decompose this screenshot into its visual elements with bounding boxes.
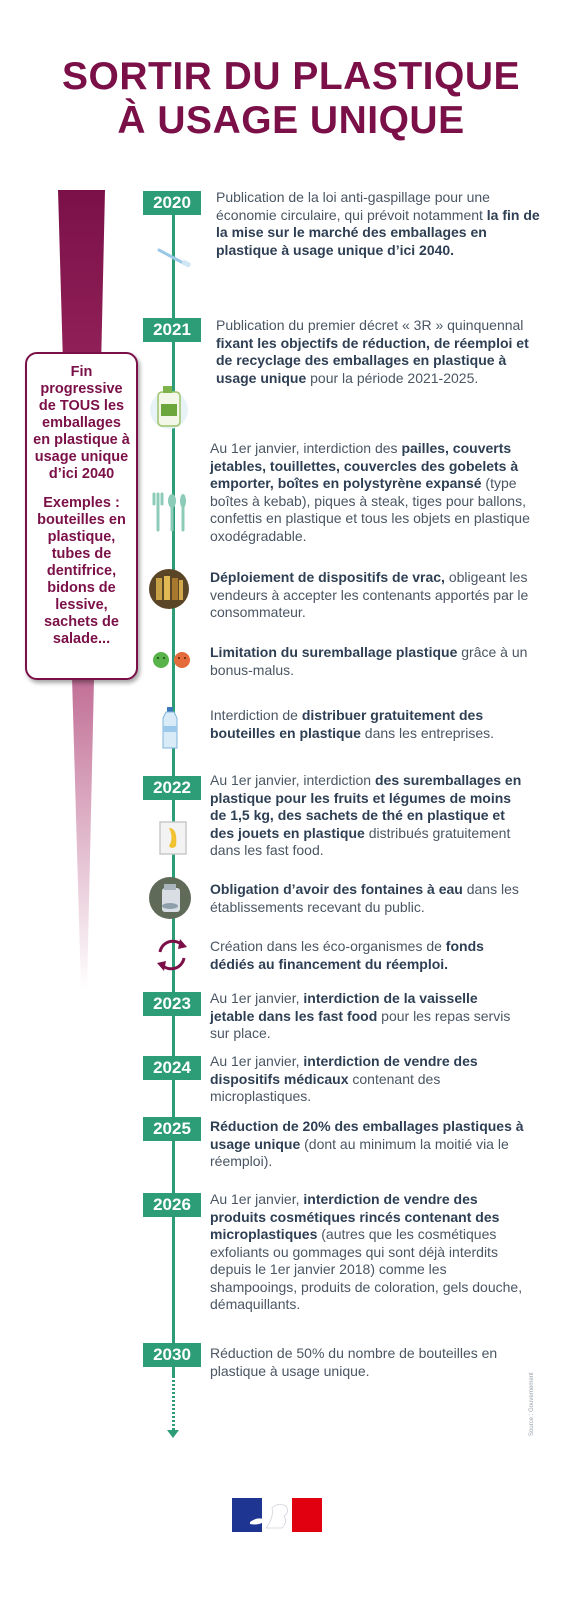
toothbrush-icon	[155, 244, 195, 272]
page-title	[0, 55, 582, 143]
recycle-arrows-icon	[152, 936, 192, 974]
year-badge-2030: 2030	[143, 1343, 201, 1367]
entry-2020-law: Publication de la loi anti-gaspillage pour une économie circulaire, qui prévoit notamment la fin de la mise sur le marché des emballages en plastique à usage unique d’ici 2040.	[216, 189, 540, 258]
entry-overpackaging: Limitation du suremballage plastique grâce à un bonus-malus.	[210, 644, 528, 678]
entry-bottles-companies: Interdiction de distribuer gratuitement des bouteilles en plastique dans les entreprises.	[210, 707, 494, 741]
year-badge-2023: 2023	[143, 992, 201, 1016]
republique-francaise-logo	[232, 1498, 322, 1532]
year-badge-2024: 2024	[143, 1056, 201, 1080]
source-credit: Source : Gouvernement	[529, 1372, 535, 1436]
timeline-arrow-icon	[167, 1430, 179, 1438]
bulk-jars-icon	[148, 568, 190, 610]
timeline-dotted-extension	[172, 1372, 175, 1434]
entry-bulk: Déploiement de dispositifs de vrac, obligeant les vendeurs à accepter les contenants apportés par le consommateur.	[210, 569, 529, 620]
callout-box	[25, 352, 138, 680]
water-fountain-icon	[148, 876, 192, 920]
year-badge-2022: 2022	[143, 776, 201, 800]
entry-water-fountains: Obligation d’avoir des fontaines à eau dans les établissements recevant du public.	[210, 881, 519, 915]
entry-2024-medical: Au 1er janvier, interdiction de vendre des dispositifs médicaux contenant des microplastiques.	[210, 1053, 478, 1104]
entry-2025-reduction: Réduction de 20% des emballages plastiques à usage unique (dont au minimum la moitié via le réemploi).	[210, 1118, 524, 1169]
entry-2030-bottles: Réduction de 50% du nombre de bouteilles en plastique à usage unique.	[210, 1345, 498, 1379]
entry-2022-fruits: Au 1er janvier, interdiction des suremballages en plastique pour les fruits et légumes de moins de 1,5 kg, des sachets de thé en plastique et des jouets en plastique distribués gratuitement dans les fast food.	[210, 772, 522, 858]
entry-2021-decree: Publication du premier décret « 3R » quinquennal fixant les objectifs de réduction, de réemploi et de recyclage des emballages en plastique à usage unique pour la période 2021-2025.	[216, 317, 529, 386]
smiley-faces-icon	[151, 650, 193, 670]
year-badge-2021: 2021	[143, 318, 201, 342]
tea-bag-icon	[158, 820, 188, 856]
year-badge-2020: 2020	[143, 191, 201, 215]
entry-2023-tableware: Au 1er janvier, interdiction de la vaisselle jetable dans les fast food pour les repas servis sur place.	[210, 990, 511, 1041]
title-line-1: SORTIR DU PLASTIQUE	[61, 55, 521, 98]
callout-text-examples: Exemples : bouteilles en plastique, tubes de dentifrice, bidons de lessive, sachets de salade...	[37, 495, 126, 647]
water-bottle-icon	[159, 706, 181, 750]
year-badge-2026: 2026	[143, 1193, 201, 1217]
cutlery-icon	[150, 490, 190, 534]
entry-2026-cosmetics: Au 1er janvier, interdiction de vendre des produits cosmétiques rincés contenant des microplastiques (autres que les cosmétiques exfoliants ou gommages qui sont déjà interdits depuis le 1er janvier 2018) comme les shampooings, produits de coloration, gels douche, démaquillants.	[210, 1191, 523, 1312]
callout-text-main: Fin progressive de TOUS les emballages en plastique à usage unique d’ici 2040	[33, 364, 130, 482]
year-badge-2025: 2025	[143, 1117, 201, 1141]
title-line-2: À USAGE UNIQUE	[117, 99, 465, 142]
entry-reuse-funds: Création dans les éco-organismes de fonds dédiés au financement du réemploi.	[210, 938, 484, 972]
detergent-bottle-icon	[149, 382, 189, 434]
entry-2021-ban-items: Au 1er janvier, interdiction des pailles, couverts jetables, touillettes, couvercles des gobelets à emporter, boîtes en polystyrène expansé (type boîtes à kebab), piques à steak, tiges pour ballons, confettis en plastique et tous les objets en plastique oxodégradable.	[210, 440, 530, 544]
